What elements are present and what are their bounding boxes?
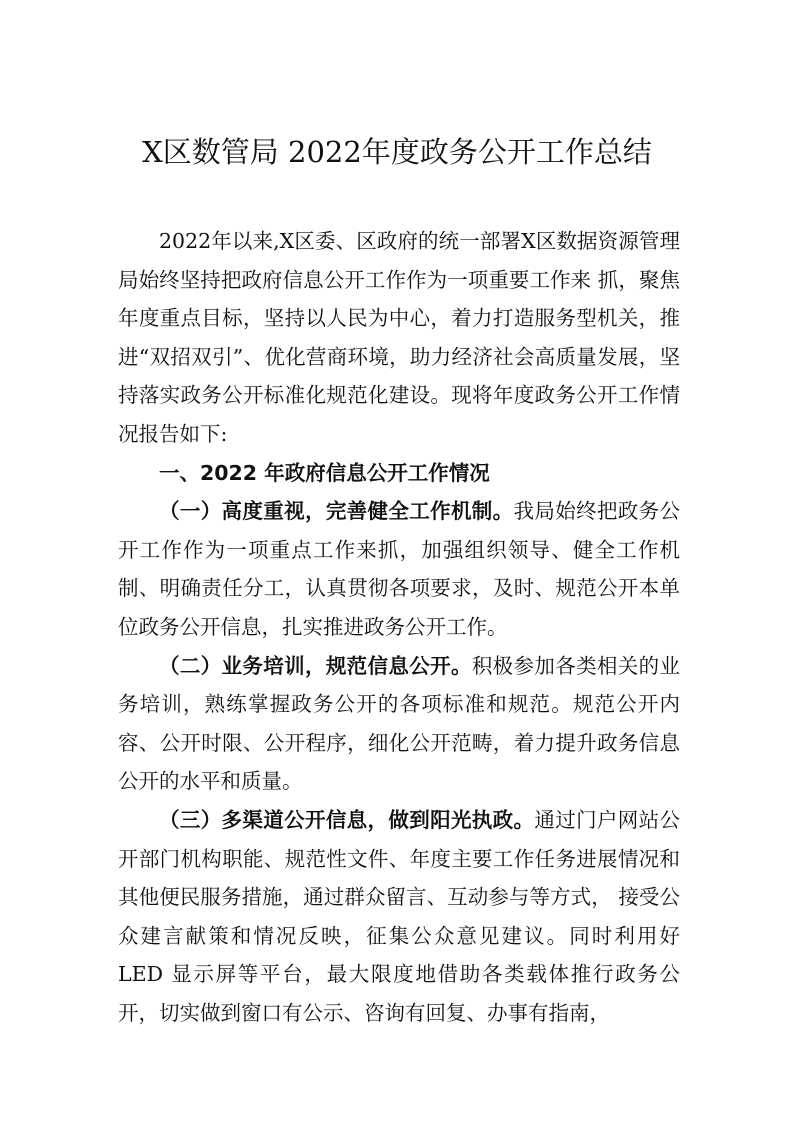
document-body	[118, 222, 680, 1032]
item-paragraph-3	[118, 801, 680, 1033]
item-paragraph-1	[118, 492, 680, 646]
item-text-1: 我局始终把政务公开工作作为一项重点工作来抓，加强组织领导、健全工作机制、明确责任分工，认真贯彻各项要求，及时、规范公开本单位政务公开信息，扎实推进政务公开工作。	[118, 499, 681, 639]
section-heading: 一、2022 年政府信息公开工作情况	[159, 460, 490, 485]
item-paragraph-2	[118, 647, 680, 801]
item-text-3: 通过门户网站公开部门机构职能、规范性文件、年度主要工作任务进展情况和其他便民服务措施，通过群众留言、互动参与等方式， 接受公众建言献策和情况反映，征集公众意见建议。同时利用好 LED 显示屏等平台，最大限度地借助各类载体推行政务公开，切实做到窗口有公示、咨询有回复、办事有指南，	[118, 807, 680, 1025]
intro-paragraph: 2022年以来,X区委、区政府的统一部署X区数据资源管理局始终坚持把政府信息公开工作作为一项重要工作来 抓，聚焦年度重点目标，坚持以人民为中心，着力打造服务型机关，推进“双招双引”、优化营商环境，助力经济社会高质量发展，坚持落实政务公开标准化规范化建设。现将年度政务公开工作情况报告如下:	[118, 229, 680, 446]
item-text-2: 积极参加各类相关的业务培训，熟练掌握政务公开的各项标准和规范。规范公开内容、公开时限、公开程序，细化公开范畴，着力提升政务信息公开的水平和质量。	[118, 653, 680, 794]
item-lead-3: （三）多渠道公开信息，做到阳光执政。	[159, 807, 535, 832]
item-lead-1: （一）高度重视，完善健全工作机制。	[159, 499, 514, 524]
document-title: X区数管局 2022年度政务公开工作总结	[142, 135, 652, 169]
item-lead-2: （二）业务培训，规范信息公开。	[159, 653, 472, 678]
